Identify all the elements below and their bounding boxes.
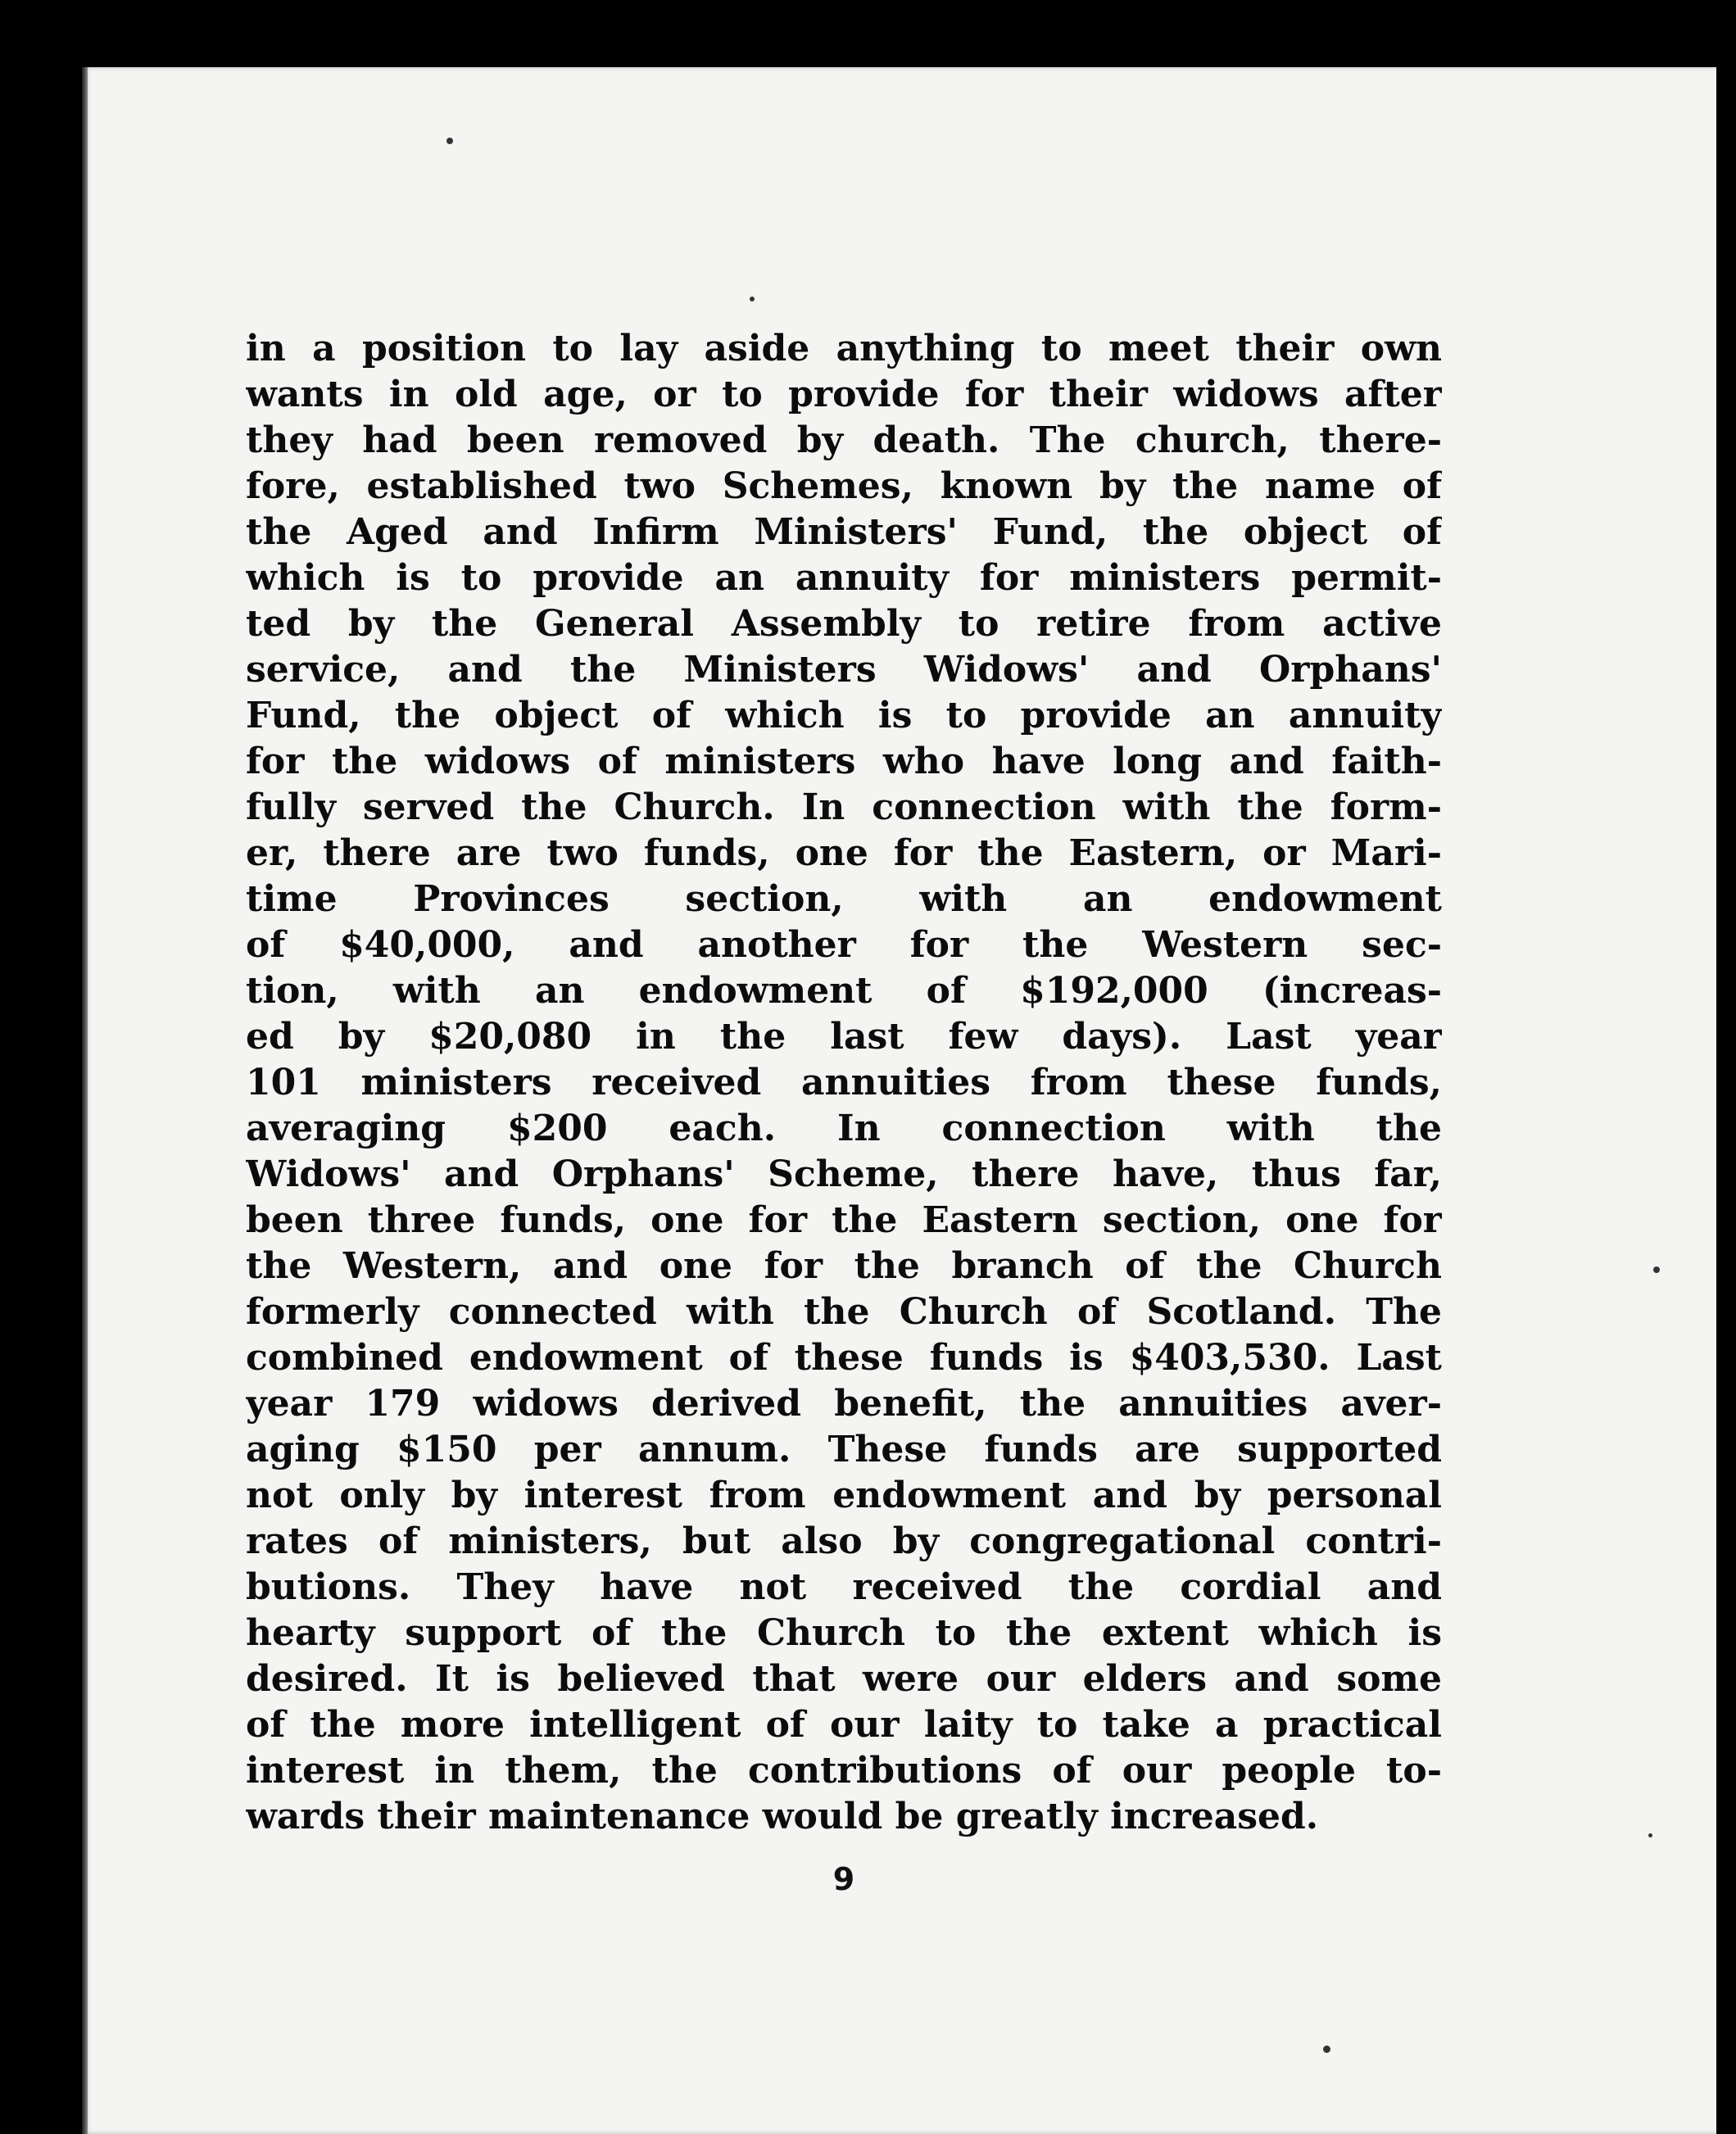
- text-line: been three funds, one for the Eastern section, one for: [246, 1199, 1442, 1241]
- scan-speck: [1648, 1833, 1652, 1837]
- text-line: the Western, and one for the branch of the Church: [246, 1245, 1442, 1287]
- text-line: for the widows of ministers who have long and faith-: [246, 741, 1442, 782]
- text-line: rates of ministers, but also by congregational contri-: [246, 1520, 1442, 1562]
- text-line: aging $150 per annum. These funds are supported: [246, 1429, 1442, 1470]
- text-line: ted by the General Assembly to retire from active: [246, 603, 1442, 645]
- text-line: Widows' and Orphans' Scheme, there have, thus far,: [246, 1153, 1442, 1195]
- scan-speck: [1323, 2046, 1330, 2053]
- text-line: which is to provide an annuity for ministers permit-: [246, 557, 1442, 599]
- text-line-last: wards their maintenance would be greatly increased.: [246, 1796, 1319, 1837]
- text-line: fully served the Church. In connection with the form-: [246, 786, 1442, 828]
- body-text: [246, 326, 1442, 1840]
- text-line: the Aged and Infirm Ministers' Fund, the object of: [246, 511, 1442, 553]
- scan-speck: [446, 138, 453, 144]
- text-line: of the more intelligent of our laity to take a practical: [246, 1704, 1442, 1746]
- scan-speck: [1653, 1266, 1660, 1273]
- text-line: tion, with an endowment of $192,000 (increas-: [246, 970, 1442, 1012]
- text-line: in a position to lay aside anything to meet their own: [246, 328, 1442, 369]
- text-line: desired. It is believed that were our elders and some: [246, 1658, 1442, 1700]
- text-line: fore, established two Schemes, known by the name of: [246, 465, 1442, 507]
- page-spine-shadow: [82, 67, 88, 2134]
- page-number: 9: [832, 1861, 855, 1897]
- text-line: they had been removed by death. The church, there-: [246, 419, 1442, 461]
- text-line: year 179 widows derived benefit, the annuities aver-: [246, 1383, 1442, 1425]
- text-line: averaging $200 each. In connection with the: [246, 1108, 1442, 1149]
- scan-speck: [750, 297, 755, 301]
- text-line: of $40,000, and another for the Western sec-: [246, 924, 1442, 966]
- text-line: butions. They have not received the cordial and: [246, 1566, 1442, 1608]
- text-line: er, there are two funds, one for the Eastern, or Mari-: [246, 832, 1442, 874]
- text-line: ed by $20,080 in the last few days). Last year: [246, 1016, 1442, 1058]
- text-line: 101 ministers received annuities from these funds,: [246, 1062, 1442, 1103]
- text-line: combined endowment of these funds is $403,530. Last: [246, 1337, 1442, 1379]
- text-line: hearty support of the Church to the extent which is: [246, 1612, 1442, 1654]
- text-line: formerly connected with the Church of Scotland. The: [246, 1291, 1442, 1333]
- text-line: interest in them, the contributions of our people to-: [246, 1750, 1442, 1792]
- text-line: service, and the Ministers Widows' and Orphans': [246, 649, 1442, 691]
- text-line: time Provinces section, with an endowment: [246, 878, 1442, 920]
- text-line: wants in old age, or to provide for their widows after: [246, 374, 1442, 415]
- text-line: not only by interest from endowment and by personal: [246, 1475, 1442, 1516]
- text-line: Fund, the object of which is to provide an annuity: [246, 695, 1442, 736]
